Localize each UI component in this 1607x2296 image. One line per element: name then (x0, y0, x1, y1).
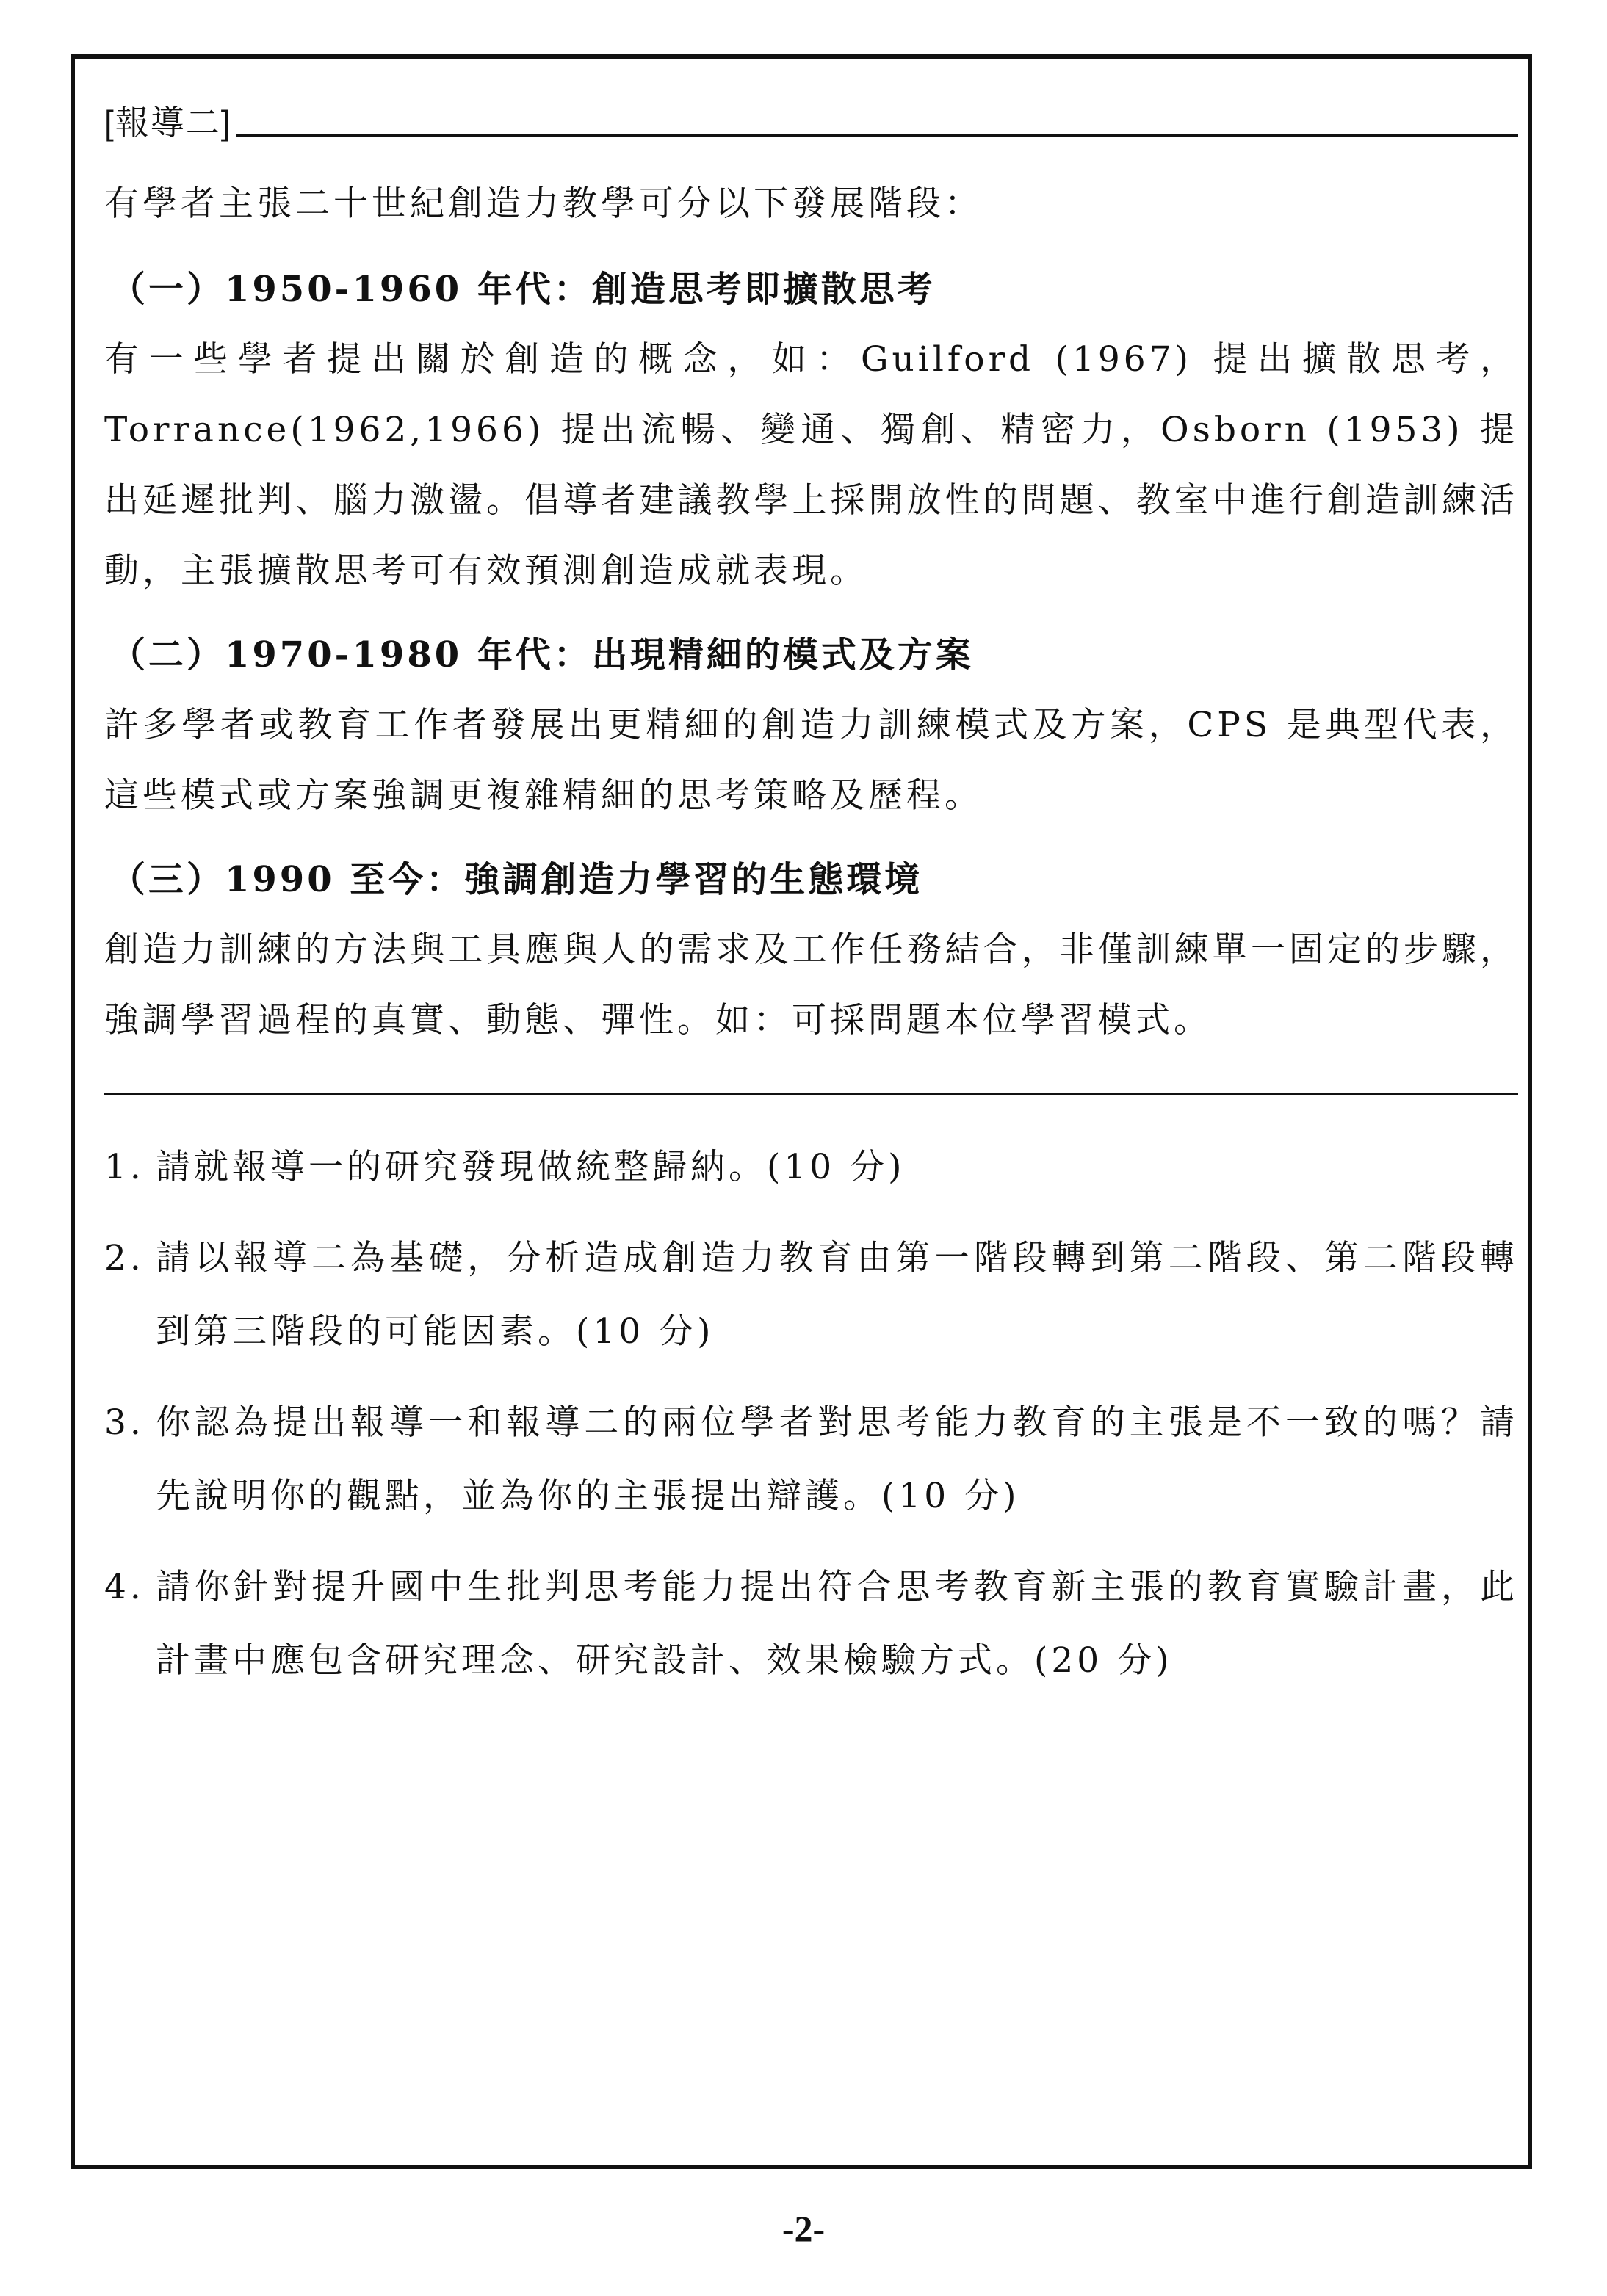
section-body-3: 創造力訓練的方法與工具應與人的需求及工作任務結合，非僅訓練單一固定的步驟，強調學習過程的真實、動態、彈性。如：可採問題本位學習模式。 (104, 930, 1518, 1040)
report-intro: 有學者主張二十世紀創造力教學可分以下發展階段： (104, 184, 983, 224)
question-item-2 (104, 1222, 1518, 1369)
question-number: 3. (104, 1402, 145, 1443)
question-text: 你認為提出報導一和報導二的兩位學者對思考能力教育的主張是不一致的嗎？請先說明你的觀點，並為你的主張提出辯護。(10 分) (156, 1402, 1518, 1516)
question-text: 請就報導一的研究發現做統整歸納。(10 分) (156, 1147, 906, 1187)
question-text: 請以報導二為基礎，分析造成創造力教育由第一階段轉到第二階段、第二階段轉到第三階段的可能因素。(10 分) (156, 1238, 1518, 1352)
question-number: 4. (104, 1567, 145, 1607)
section-title-3: （三）1990 至今：強調創造力學習的生態環境 (110, 859, 923, 900)
section-title-2: （二）1970-1980 年代：出現精細的模式及方案 (110, 634, 974, 676)
question-item-3 (104, 1386, 1518, 1533)
question-item-4 (104, 1551, 1518, 1698)
report-header (104, 88, 1518, 140)
question-text: 請你針對提升國中生批判思考能力提出符合思考教育新主張的教育實驗計畫，此計畫中應包含研究理念、研究設計、效果檢驗方式。(20 分) (156, 1567, 1518, 1681)
question-item-1 (104, 1131, 1518, 1204)
question-number: 1. (104, 1147, 145, 1187)
report-content (104, 169, 1518, 1069)
section-title-1: （一）1950-1960 年代：創造思考即擴散思考 (110, 269, 936, 310)
question-list (104, 1131, 1518, 1715)
section-body-1: 有一些學者提出關於創造的概念，如：Guilford (1967) 提出擴散思考，Torrance(1962,1966) 提出流暢、變通、獨創、精密力，Osborn (1953) 提出延遲批判、腦力激盪。倡導者建議教學上採開放性的問題、教室中進行創造訓練活動，主張擴散思考可有效預測創造成就表現。 (104, 339, 1518, 591)
page-number: -2- (781, 2208, 826, 2249)
header-underline (236, 134, 1518, 137)
section-body-2: 許多學者或教育工作者發展出更精細的創造力訓練模式及方案，CPS 是典型代表，這些模式或方案強調更複雜精細的思考策略及歷程。 (104, 705, 1518, 816)
report-label: [報導二] (104, 104, 232, 142)
section-divider (104, 1093, 1518, 1095)
question-number: 2. (104, 1238, 145, 1278)
